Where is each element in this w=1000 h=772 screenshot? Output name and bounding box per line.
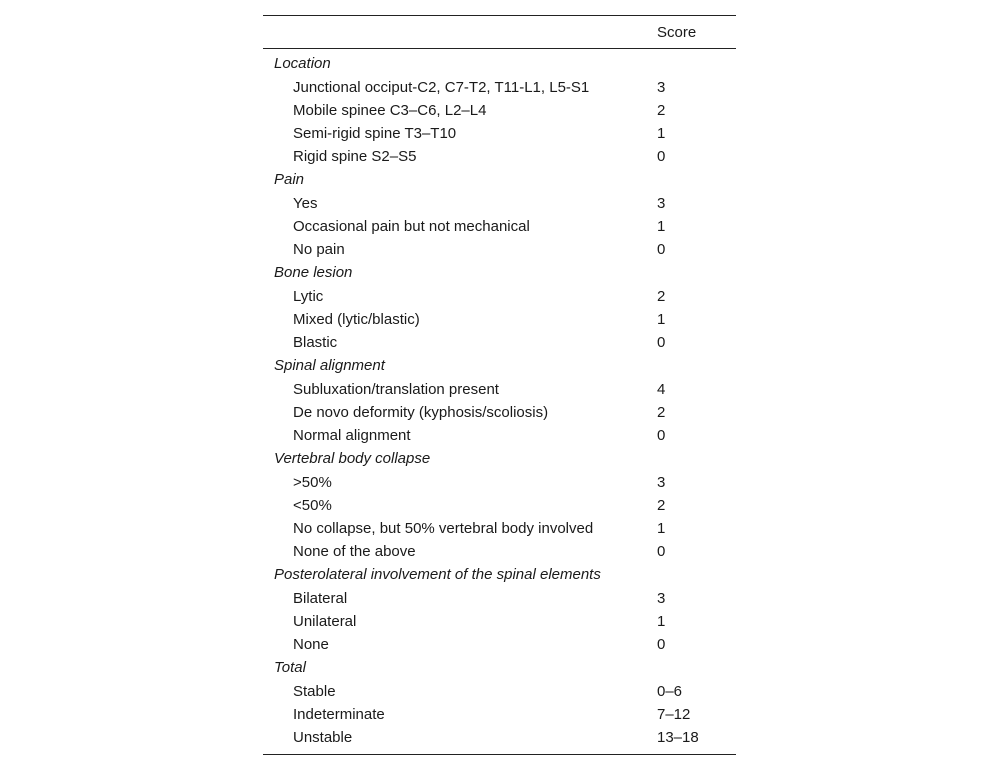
row-label: Lytic: [293, 288, 324, 305]
table-row: [263, 378, 736, 401]
row-score: 0–6: [657, 683, 683, 700]
row-score: 13–18: [657, 729, 699, 746]
table-row: [263, 680, 736, 703]
table-row: [263, 215, 736, 238]
row-score: 0: [657, 148, 666, 165]
row-score: 3: [657, 79, 666, 96]
table-row: [263, 99, 736, 122]
table-row: [263, 610, 736, 633]
section-header: [263, 168, 736, 192]
row-score: 0: [657, 636, 666, 653]
row-score: 1: [657, 613, 666, 630]
section-header: [263, 563, 736, 587]
score-column-header: Score: [657, 24, 697, 41]
row-score: 1: [657, 218, 666, 235]
row-label: Indeterminate: [293, 706, 385, 723]
row-score: 3: [657, 474, 666, 491]
row-score: 3: [657, 590, 666, 607]
row-label: Bilateral: [293, 590, 348, 607]
table-row: [263, 633, 736, 656]
section-title: Spinal alignment: [274, 357, 385, 374]
table-row: [263, 494, 736, 517]
row-label: None of the above: [293, 543, 416, 560]
section-title: Pain: [274, 171, 305, 188]
row-label: None: [293, 636, 329, 653]
row-label: Semi-rigid spine T3–T10: [293, 125, 457, 142]
table-row: [263, 471, 736, 494]
table-row: [263, 517, 736, 540]
row-label: Blastic: [293, 334, 338, 351]
section-title: Posterolateral involvement of the spinal elements: [274, 566, 601, 583]
section-title: Vertebral body collapse: [274, 450, 431, 467]
table-row: [263, 238, 736, 261]
row-score: 0: [657, 241, 666, 258]
section-header: [263, 447, 736, 471]
section-header: [263, 261, 736, 285]
section-header: [263, 354, 736, 378]
row-score: 2: [657, 404, 666, 421]
row-score: 0: [657, 543, 666, 560]
table-row: [263, 192, 736, 215]
table-row: [263, 540, 736, 563]
table-header: [263, 16, 736, 49]
row-label: Subluxation/translation present: [293, 381, 499, 398]
row-label: Occasional pain but not mechanical: [293, 218, 530, 235]
row-label: Mixed (lytic/blastic): [293, 311, 420, 328]
section-title: Bone lesion: [274, 264, 353, 281]
row-score: 1: [657, 311, 666, 328]
row-label: Rigid spine S2–S5: [293, 148, 417, 165]
table-row: [263, 703, 736, 726]
row-score: 7–12: [657, 706, 691, 723]
table-row: [263, 145, 736, 168]
row-label: Yes: [293, 195, 318, 212]
row-score: 3: [657, 195, 666, 212]
row-score: 1: [657, 520, 666, 537]
row-score: 4: [657, 381, 666, 398]
row-label: Stable: [293, 683, 336, 700]
section-title: Total: [274, 659, 306, 676]
row-score: 0: [657, 334, 666, 351]
score-table: [263, 15, 736, 755]
row-label: No pain: [293, 241, 345, 258]
row-score: 0: [657, 427, 666, 444]
table-row: [263, 424, 736, 447]
row-label: >50%: [293, 474, 332, 491]
section-header: [263, 656, 736, 680]
section-title: Location: [274, 55, 331, 72]
row-label: No collapse, but 50% vertebral body involved: [293, 520, 594, 537]
row-score: 1: [657, 125, 666, 142]
table-row: [263, 122, 736, 145]
table-row: [263, 331, 736, 354]
table-row: [263, 308, 736, 331]
table-row: [263, 401, 736, 424]
table-row: [263, 726, 736, 749]
table-row: [263, 285, 736, 308]
table-row: [263, 587, 736, 610]
table-body: [263, 49, 736, 754]
row-label: Normal alignment: [293, 427, 411, 444]
row-label: De novo deformity (kyphosis/scoliosis): [293, 404, 549, 421]
table-row: [263, 76, 736, 99]
row-label: Unilateral: [293, 613, 357, 630]
row-label: Unstable: [293, 729, 353, 746]
section-header: [263, 52, 736, 76]
row-label: <50%: [293, 497, 332, 514]
row-label: Junctional occiput-C2, C7-T2, T11-L1, L5-S1: [293, 79, 590, 96]
row-score: 2: [657, 102, 666, 119]
row-score: 2: [657, 497, 666, 514]
row-label: Mobile spinee C3–C6, L2–L4: [293, 102, 487, 119]
row-score: 2: [657, 288, 666, 305]
